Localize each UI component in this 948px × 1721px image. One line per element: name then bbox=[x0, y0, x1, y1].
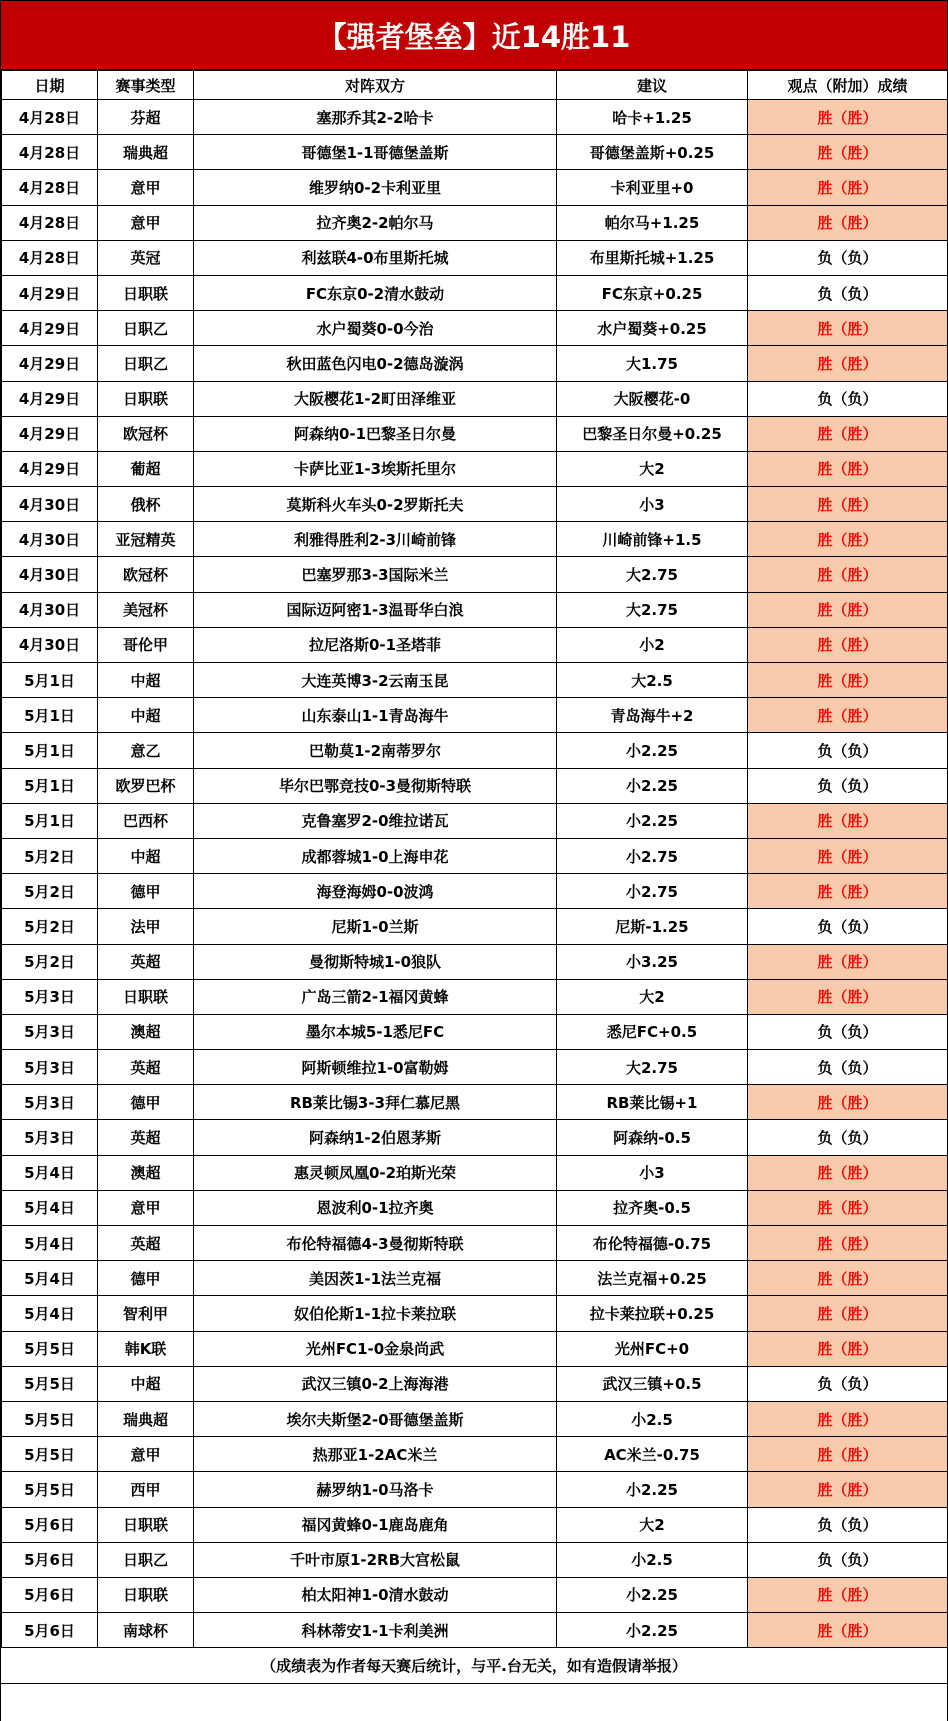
cell-league: 意甲 bbox=[98, 170, 194, 205]
cell-result: 胜（胜） bbox=[748, 1261, 948, 1296]
cell-date: 5月3日 bbox=[2, 1120, 98, 1155]
cell-match: 利雅得胜利2-3川崎前锋 bbox=[194, 522, 557, 557]
cell-tip: FC东京+0.25 bbox=[557, 275, 748, 310]
cell-league: 俄杯 bbox=[98, 487, 194, 522]
cell-tip: 小2.75 bbox=[557, 874, 748, 909]
cell-match: 哥德堡1-1哥德堡盖斯 bbox=[194, 135, 557, 170]
cell-league: 德甲 bbox=[98, 874, 194, 909]
cell-league: 亚冠精英 bbox=[98, 522, 194, 557]
header-tip: 建议 bbox=[557, 71, 748, 100]
cell-tip: 卡利亚里+0 bbox=[557, 170, 748, 205]
cell-league: 智利甲 bbox=[98, 1296, 194, 1331]
cell-date: 4月28日 bbox=[2, 205, 98, 240]
cell-result: 胜（胜） bbox=[748, 487, 948, 522]
cell-date: 5月3日 bbox=[2, 1050, 98, 1085]
table-row bbox=[2, 663, 948, 698]
cell-result: 负（负） bbox=[748, 1542, 948, 1577]
table-row bbox=[2, 944, 948, 979]
table-row bbox=[2, 451, 948, 486]
table-row bbox=[2, 487, 948, 522]
cell-tip: 小2.5 bbox=[557, 1542, 748, 1577]
cell-tip: 大2 bbox=[557, 1507, 748, 1542]
table-row bbox=[2, 592, 948, 627]
table-row bbox=[2, 1050, 948, 1085]
table-row bbox=[2, 874, 948, 909]
cell-league: 中超 bbox=[98, 663, 194, 698]
cell-tip: RB莱比锡+1 bbox=[557, 1085, 748, 1120]
cell-result: 负（负） bbox=[748, 909, 948, 944]
table-row bbox=[2, 311, 948, 346]
cell-date: 5月1日 bbox=[2, 768, 98, 803]
cell-league: 意乙 bbox=[98, 733, 194, 768]
cell-result: 负（负） bbox=[748, 381, 948, 416]
cell-match: 塞那乔其2-2哈卡 bbox=[194, 100, 557, 135]
cell-league: 英超 bbox=[98, 1226, 194, 1261]
cell-match: 秋田蓝色闪电0-2德岛漩涡 bbox=[194, 346, 557, 381]
cell-league: 中超 bbox=[98, 838, 194, 873]
table-row bbox=[2, 346, 948, 381]
cell-match: 热那亚1-2AC米兰 bbox=[194, 1437, 557, 1472]
table-row bbox=[2, 1296, 948, 1331]
cell-league: 葡超 bbox=[98, 451, 194, 486]
cell-result: 负（负） bbox=[748, 275, 948, 310]
cell-result: 胜（胜） bbox=[748, 1155, 948, 1190]
cell-league: 瑞典超 bbox=[98, 135, 194, 170]
cell-date: 4月30日 bbox=[2, 487, 98, 522]
cell-match: 恩波利0-1拉齐奥 bbox=[194, 1190, 557, 1225]
cell-tip: 小3.25 bbox=[557, 944, 748, 979]
cell-result: 胜（胜） bbox=[748, 944, 948, 979]
table-row bbox=[2, 1613, 948, 1648]
cell-date: 5月2日 bbox=[2, 838, 98, 873]
cell-tip: 大2.75 bbox=[557, 557, 748, 592]
table-row bbox=[2, 205, 948, 240]
cell-result: 胜（胜） bbox=[748, 1190, 948, 1225]
cell-date: 5月3日 bbox=[2, 979, 98, 1014]
table-row bbox=[2, 1261, 948, 1296]
cell-date: 5月6日 bbox=[2, 1577, 98, 1612]
table-row bbox=[2, 1014, 948, 1049]
cell-date: 5月2日 bbox=[2, 874, 98, 909]
cell-match: 惠灵顿凤凰0-2珀斯光荣 bbox=[194, 1155, 557, 1190]
table-body bbox=[2, 100, 948, 1648]
table-row bbox=[2, 1507, 948, 1542]
cell-date: 5月2日 bbox=[2, 909, 98, 944]
cell-date: 4月29日 bbox=[2, 381, 98, 416]
cell-date: 5月6日 bbox=[2, 1507, 98, 1542]
header-result: 观点（附加）成绩 bbox=[748, 71, 948, 100]
cell-league: 日职联 bbox=[98, 275, 194, 310]
cell-result: 胜（胜） bbox=[748, 522, 948, 557]
cell-tip: 小2.25 bbox=[557, 1577, 748, 1612]
header-date: 日期 bbox=[2, 71, 98, 100]
cell-result: 胜（胜） bbox=[748, 416, 948, 451]
cell-tip: 小2.25 bbox=[557, 768, 748, 803]
cell-tip: 小2.75 bbox=[557, 838, 748, 873]
cell-match: 福冈黄蜂0-1鹿岛鹿角 bbox=[194, 1507, 557, 1542]
cell-league: 日职乙 bbox=[98, 311, 194, 346]
cell-league: 英超 bbox=[98, 1050, 194, 1085]
cell-tip: 小2.25 bbox=[557, 803, 748, 838]
cell-league: 英冠 bbox=[98, 240, 194, 275]
cell-tip: 哈卡+1.25 bbox=[557, 100, 748, 135]
cell-date: 5月2日 bbox=[2, 944, 98, 979]
cell-match: 毕尔巴鄂竞技0-3曼彻斯特联 bbox=[194, 768, 557, 803]
cell-date: 4月29日 bbox=[2, 451, 98, 486]
cell-league: 意甲 bbox=[98, 1190, 194, 1225]
cell-date: 5月5日 bbox=[2, 1366, 98, 1401]
cell-result: 胜（胜） bbox=[748, 1401, 948, 1436]
cell-tip: 大2.75 bbox=[557, 1050, 748, 1085]
table-row bbox=[2, 1155, 948, 1190]
cell-match: 武汉三镇0-2上海海港 bbox=[194, 1366, 557, 1401]
cell-result: 负（负） bbox=[748, 1507, 948, 1542]
table-row bbox=[2, 135, 948, 170]
table-row bbox=[2, 1331, 948, 1366]
cell-result: 胜（胜） bbox=[748, 663, 948, 698]
cell-date: 5月4日 bbox=[2, 1296, 98, 1331]
cell-result: 胜（胜） bbox=[748, 803, 948, 838]
table-row bbox=[2, 1190, 948, 1225]
cell-date: 5月4日 bbox=[2, 1226, 98, 1261]
cell-league: 巴西杯 bbox=[98, 803, 194, 838]
cell-result: 胜（胜） bbox=[748, 346, 948, 381]
cell-date: 4月28日 bbox=[2, 135, 98, 170]
cell-league: 日职联 bbox=[98, 381, 194, 416]
table-row bbox=[2, 1437, 948, 1472]
cell-tip: 大2 bbox=[557, 451, 748, 486]
table-row bbox=[2, 1401, 948, 1436]
cell-result: 负（负） bbox=[748, 1014, 948, 1049]
cell-tip: 大2.5 bbox=[557, 663, 748, 698]
cell-league: 哥伦甲 bbox=[98, 627, 194, 662]
cell-tip: 川崎前锋+1.5 bbox=[557, 522, 748, 557]
cell-tip: 布里斯托城+1.25 bbox=[557, 240, 748, 275]
cell-match: 成都蓉城1-0上海申花 bbox=[194, 838, 557, 873]
table-row bbox=[2, 170, 948, 205]
cell-tip: 阿森纳-0.5 bbox=[557, 1120, 748, 1155]
cell-date: 4月29日 bbox=[2, 416, 98, 451]
cell-tip: 巴黎圣日尔曼+0.25 bbox=[557, 416, 748, 451]
cell-league: 芬超 bbox=[98, 100, 194, 135]
cell-league: 意甲 bbox=[98, 205, 194, 240]
table-row bbox=[2, 1226, 948, 1261]
cell-date: 4月28日 bbox=[2, 170, 98, 205]
cell-result: 负（负） bbox=[748, 1366, 948, 1401]
cell-match: 利兹联4-0布里斯托城 bbox=[194, 240, 557, 275]
cell-tip: 水户蜀葵+0.25 bbox=[557, 311, 748, 346]
cell-date: 4月29日 bbox=[2, 346, 98, 381]
cell-league: 日职乙 bbox=[98, 346, 194, 381]
table-row bbox=[2, 240, 948, 275]
cell-result: 胜（胜） bbox=[748, 1613, 948, 1648]
cell-tip: 小2 bbox=[557, 627, 748, 662]
cell-league: 法甲 bbox=[98, 909, 194, 944]
cell-date: 4月30日 bbox=[2, 522, 98, 557]
cell-tip: 拉齐奥-0.5 bbox=[557, 1190, 748, 1225]
cell-date: 5月4日 bbox=[2, 1261, 98, 1296]
cell-tip: 大2.75 bbox=[557, 592, 748, 627]
cell-tip: 小3 bbox=[557, 1155, 748, 1190]
cell-date: 4月29日 bbox=[2, 275, 98, 310]
cell-match: 奴伯伦斯1-1拉卡莱拉联 bbox=[194, 1296, 557, 1331]
cell-league: 欧罗巴杯 bbox=[98, 768, 194, 803]
cell-result: 负（负） bbox=[748, 733, 948, 768]
cell-result: 胜（胜） bbox=[748, 170, 948, 205]
cell-match: 广岛三箭2-1福冈黄蜂 bbox=[194, 979, 557, 1014]
cell-result: 负（负） bbox=[748, 1050, 948, 1085]
cell-league: 英超 bbox=[98, 1120, 194, 1155]
cell-result: 胜（胜） bbox=[748, 1331, 948, 1366]
cell-result: 胜（胜） bbox=[748, 1226, 948, 1261]
cell-result: 胜（胜） bbox=[748, 874, 948, 909]
cell-league: 南球杯 bbox=[98, 1613, 194, 1648]
cell-league: 中超 bbox=[98, 698, 194, 733]
cell-tip: 尼斯-1.25 bbox=[557, 909, 748, 944]
cell-league: 欧冠杯 bbox=[98, 557, 194, 592]
table-row bbox=[2, 768, 948, 803]
table-row bbox=[2, 522, 948, 557]
cell-match: 莫斯科火车头0-2罗斯托夫 bbox=[194, 487, 557, 522]
cell-league: 欧冠杯 bbox=[98, 416, 194, 451]
cell-tip: 布伦特福德-0.75 bbox=[557, 1226, 748, 1261]
cell-result: 胜（胜） bbox=[748, 100, 948, 135]
table-row bbox=[2, 416, 948, 451]
cell-match: 水户蜀葵0-0今治 bbox=[194, 311, 557, 346]
cell-result: 胜（胜） bbox=[748, 311, 948, 346]
cell-match: 墨尔本城5-1悉尼FC bbox=[194, 1014, 557, 1049]
cell-match: 阿森纳1-2伯恩茅斯 bbox=[194, 1120, 557, 1155]
cell-tip: 小2.5 bbox=[557, 1401, 748, 1436]
table-row bbox=[2, 1472, 948, 1507]
cell-date: 4月30日 bbox=[2, 627, 98, 662]
table-row bbox=[2, 557, 948, 592]
cell-league: 澳超 bbox=[98, 1014, 194, 1049]
cell-match: 巴塞罗那3-3国际米兰 bbox=[194, 557, 557, 592]
cell-result: 负（负） bbox=[748, 768, 948, 803]
table-row bbox=[2, 1542, 948, 1577]
cell-league: 澳超 bbox=[98, 1155, 194, 1190]
cell-league: 德甲 bbox=[98, 1261, 194, 1296]
header-match: 对阵双方 bbox=[194, 71, 557, 100]
cell-result: 胜（胜） bbox=[748, 1437, 948, 1472]
cell-tip: 小2.25 bbox=[557, 1613, 748, 1648]
results-table bbox=[1, 70, 948, 1648]
cell-tip: 哥德堡盖斯+0.25 bbox=[557, 135, 748, 170]
table-row bbox=[2, 909, 948, 944]
cell-tip: 武汉三镇+0.5 bbox=[557, 1366, 748, 1401]
cell-result: 胜（胜） bbox=[748, 135, 948, 170]
cell-match: 大阪樱花1-2町田泽维亚 bbox=[194, 381, 557, 416]
table-row bbox=[2, 381, 948, 416]
cell-match: 布伦特福德4-3曼彻斯特联 bbox=[194, 1226, 557, 1261]
table-row bbox=[2, 1366, 948, 1401]
cell-tip: 大2 bbox=[557, 979, 748, 1014]
cell-result: 胜（胜） bbox=[748, 698, 948, 733]
cell-match: 埃尔夫斯堡2-0哥德堡盖斯 bbox=[194, 1401, 557, 1436]
cell-league: 日职联 bbox=[98, 1577, 194, 1612]
table-row bbox=[2, 1085, 948, 1120]
cell-result: 胜（胜） bbox=[748, 1472, 948, 1507]
cell-match: 海登海姆0-0波鸿 bbox=[194, 874, 557, 909]
cell-date: 4月28日 bbox=[2, 100, 98, 135]
cell-result: 胜（胜） bbox=[748, 1577, 948, 1612]
cell-match: 赫罗纳1-0马洛卡 bbox=[194, 1472, 557, 1507]
cell-date: 4月28日 bbox=[2, 240, 98, 275]
cell-league: 瑞典超 bbox=[98, 1401, 194, 1436]
cell-date: 5月1日 bbox=[2, 663, 98, 698]
table-header-row bbox=[2, 71, 948, 100]
cell-result: 胜（胜） bbox=[748, 1296, 948, 1331]
cell-tip: 帕尔马+1.25 bbox=[557, 205, 748, 240]
cell-date: 5月1日 bbox=[2, 698, 98, 733]
cell-tip: 悉尼FC+0.5 bbox=[557, 1014, 748, 1049]
header-league: 赛事类型 bbox=[98, 71, 194, 100]
table-row bbox=[2, 1120, 948, 1155]
cell-match: RB莱比锡3-3拜仁慕尼黑 bbox=[194, 1085, 557, 1120]
cell-tip: 青岛海牛+2 bbox=[557, 698, 748, 733]
cell-tip: 法兰克福+0.25 bbox=[557, 1261, 748, 1296]
cell-match: 巴勒莫1-2南蒂罗尔 bbox=[194, 733, 557, 768]
table-row bbox=[2, 698, 948, 733]
cell-date: 5月5日 bbox=[2, 1401, 98, 1436]
cell-match: 拉尼洛斯0-1圣塔菲 bbox=[194, 627, 557, 662]
cell-league: 中超 bbox=[98, 1366, 194, 1401]
cell-tip: 小2.25 bbox=[557, 1472, 748, 1507]
cell-match: 柏太阳神1-0清水鼓动 bbox=[194, 1577, 557, 1612]
cell-match: 拉齐奥2-2帕尔马 bbox=[194, 205, 557, 240]
cell-date: 4月30日 bbox=[2, 557, 98, 592]
cell-match: 尼斯1-0兰斯 bbox=[194, 909, 557, 944]
cell-league: 意甲 bbox=[98, 1437, 194, 1472]
cell-result: 胜（胜） bbox=[748, 592, 948, 627]
cell-match: 国际迈阿密1-3温哥华白浪 bbox=[194, 592, 557, 627]
cell-match: 大连英博3-2云南玉昆 bbox=[194, 663, 557, 698]
cell-date: 4月30日 bbox=[2, 592, 98, 627]
cell-league: 西甲 bbox=[98, 1472, 194, 1507]
cell-match: 阿森纳0-1巴黎圣日尔曼 bbox=[194, 416, 557, 451]
cell-match: 克鲁塞罗2-0维拉诺瓦 bbox=[194, 803, 557, 838]
cell-tip: 小2.25 bbox=[557, 733, 748, 768]
cell-tip: 小3 bbox=[557, 487, 748, 522]
cell-match: 科林蒂安1-1卡利美洲 bbox=[194, 1613, 557, 1648]
cell-date: 5月1日 bbox=[2, 803, 98, 838]
cell-match: 美因茨1-1法兰克福 bbox=[194, 1261, 557, 1296]
cell-match: 千叶市原1-2RB大宫松鼠 bbox=[194, 1542, 557, 1577]
table-row bbox=[2, 803, 948, 838]
table-row bbox=[2, 275, 948, 310]
cell-match: 阿斯顿维拉1-0富勒姆 bbox=[194, 1050, 557, 1085]
cell-tip: 光州FC+0 bbox=[557, 1331, 748, 1366]
cell-result: 胜（胜） bbox=[748, 451, 948, 486]
cell-match: 光州FC1-0金泉尚武 bbox=[194, 1331, 557, 1366]
cell-date: 5月3日 bbox=[2, 1014, 98, 1049]
cell-result: 胜（胜） bbox=[748, 979, 948, 1014]
cell-result: 胜（胜） bbox=[748, 838, 948, 873]
cell-tip: 拉卡莱拉联+0.25 bbox=[557, 1296, 748, 1331]
cell-tip: 大阪樱花-0 bbox=[557, 381, 748, 416]
cell-match: 维罗纳0-2卡利亚里 bbox=[194, 170, 557, 205]
cell-tip: 大1.75 bbox=[557, 346, 748, 381]
cell-league: 美冠杯 bbox=[98, 592, 194, 627]
cell-date: 5月1日 bbox=[2, 733, 98, 768]
cell-date: 5月3日 bbox=[2, 1085, 98, 1120]
cell-date: 5月6日 bbox=[2, 1542, 98, 1577]
footer-note: （成绩表为作者每天赛后统计，与平.台无关，如有造假请举报） bbox=[1, 1648, 947, 1684]
table-row bbox=[2, 1577, 948, 1612]
cell-date: 5月5日 bbox=[2, 1331, 98, 1366]
cell-league: 英超 bbox=[98, 944, 194, 979]
page-title: 【强者堡垒】近14胜11 bbox=[1, 0, 947, 70]
cell-league: 韩K联 bbox=[98, 1331, 194, 1366]
cell-date: 5月5日 bbox=[2, 1437, 98, 1472]
table-row bbox=[2, 838, 948, 873]
cell-date: 5月4日 bbox=[2, 1190, 98, 1225]
cell-league: 日职乙 bbox=[98, 1542, 194, 1577]
cell-result: 负（负） bbox=[748, 1120, 948, 1155]
table-row bbox=[2, 100, 948, 135]
cell-league: 日职联 bbox=[98, 1507, 194, 1542]
cell-date: 5月4日 bbox=[2, 1155, 98, 1190]
cell-date: 4月29日 bbox=[2, 311, 98, 346]
cell-date: 5月6日 bbox=[2, 1613, 98, 1648]
cell-match: 曼彻斯特城1-0狼队 bbox=[194, 944, 557, 979]
table-row bbox=[2, 733, 948, 768]
cell-result: 胜（胜） bbox=[748, 1085, 948, 1120]
cell-league: 德甲 bbox=[98, 1085, 194, 1120]
cell-match: FC东京0-2清水鼓动 bbox=[194, 275, 557, 310]
cell-match: 山东泰山1-1青岛海牛 bbox=[194, 698, 557, 733]
cell-league: 日职联 bbox=[98, 979, 194, 1014]
table-row bbox=[2, 979, 948, 1014]
cell-result: 负（负） bbox=[748, 240, 948, 275]
cell-tip: AC米兰-0.75 bbox=[557, 1437, 748, 1472]
cell-result: 胜（胜） bbox=[748, 557, 948, 592]
cell-date: 5月5日 bbox=[2, 1472, 98, 1507]
table-row bbox=[2, 627, 948, 662]
cell-result: 胜（胜） bbox=[748, 627, 948, 662]
cell-match: 卡萨比亚1-3埃斯托里尔 bbox=[194, 451, 557, 486]
cell-result: 胜（胜） bbox=[748, 205, 948, 240]
